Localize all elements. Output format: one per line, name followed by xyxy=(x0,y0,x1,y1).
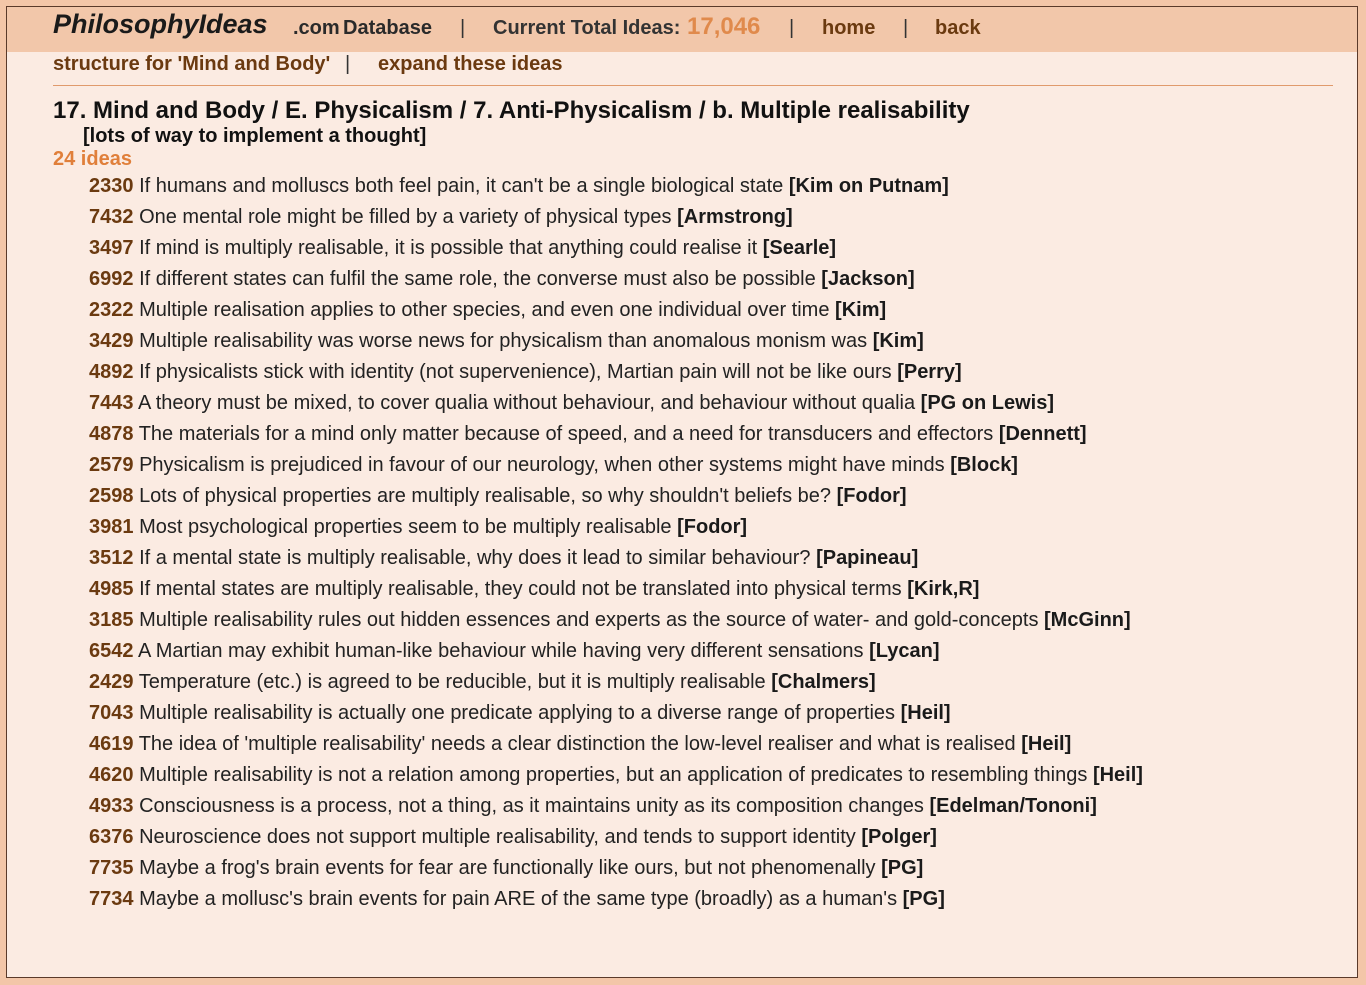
idea-number-link[interactable]: 2429 xyxy=(89,671,134,693)
separator: | xyxy=(903,17,909,39)
idea-number-link[interactable]: 7443 xyxy=(89,392,134,414)
idea-author: [Fodor] xyxy=(677,516,748,538)
idea-author: [Kim on Putnam] xyxy=(788,175,949,197)
idea-author: [Kim] xyxy=(872,330,924,352)
idea-number-link[interactable]: 4878 xyxy=(89,423,134,445)
idea-author: [Edelman/Tononi] xyxy=(929,795,1097,817)
idea-number-link[interactable]: 2579 xyxy=(89,454,134,476)
list-item xyxy=(89,392,1349,423)
idea-number-link[interactable]: 6376 xyxy=(89,826,134,848)
idea-author: [Searle] xyxy=(762,237,837,259)
list-item xyxy=(89,454,1349,485)
total-ideas-label: Current Total Ideas: xyxy=(493,17,681,39)
idea-number-link[interactable]: 6992 xyxy=(89,268,134,290)
idea-number-link[interactable]: 2598 xyxy=(89,485,134,507)
idea-number-link[interactable]: 4892 xyxy=(89,361,134,383)
list-item xyxy=(89,671,1349,702)
section-heading: 17. Mind and Body / E. Physicalism / 7. Anti-Physicalism / b. Multiple realisability xyxy=(53,97,970,124)
separator: | xyxy=(460,17,466,39)
idea-author: [Lycan] xyxy=(869,640,940,662)
separator: | xyxy=(789,17,795,39)
list-item xyxy=(89,888,1349,919)
idea-author: [Armstrong] xyxy=(677,206,793,228)
idea-text: Multiple realisability rules out hidden essences and experts as the source of water- and gold-concepts xyxy=(139,609,1039,631)
idea-number-link[interactable]: 3981 xyxy=(89,516,134,538)
separator: | xyxy=(345,53,351,75)
idea-number-link[interactable]: 3497 xyxy=(89,237,134,259)
idea-number-link[interactable]: 2330 xyxy=(89,175,134,197)
idea-author: [Chalmers] xyxy=(771,671,876,693)
idea-author: [McGinn] xyxy=(1044,609,1131,631)
list-item xyxy=(89,206,1349,237)
idea-author: [Kirk,R] xyxy=(907,578,980,600)
idea-author: [Kim] xyxy=(835,299,887,321)
divider xyxy=(53,85,1333,86)
list-item xyxy=(89,237,1349,268)
idea-number-link[interactable]: 7734 xyxy=(89,888,134,910)
expand-ideas-link[interactable]: expand these ideas xyxy=(378,53,563,75)
total-ideas-count: 17,046 xyxy=(687,13,761,40)
idea-text: Maybe a mollusc's brain events for pain ARE of the same type (broadly) as a human's xyxy=(139,888,898,910)
idea-author: [Heil] xyxy=(1021,733,1072,755)
list-item xyxy=(89,547,1349,578)
list-item xyxy=(89,516,1349,547)
back-link[interactable]: back xyxy=(935,17,981,39)
idea-number-link[interactable]: 3512 xyxy=(89,547,134,569)
idea-number-link[interactable]: 7432 xyxy=(89,206,134,228)
idea-number-link[interactable]: 7735 xyxy=(89,857,134,879)
idea-count: 24 ideas xyxy=(53,148,132,170)
idea-text: If mental states are multiply realisable, they could not be translated into physical terms xyxy=(139,578,902,600)
idea-text: Multiple realisability is not a relation among properties, but an application of predicates to resembling things xyxy=(139,764,1088,786)
idea-text: Most psychological properties seem to be multiply realisable xyxy=(139,516,672,538)
list-item xyxy=(89,857,1349,888)
site-logo[interactable]: PhilosophyIdeas xyxy=(53,9,268,39)
idea-text: If physicalists stick with identity (not supervenience), Martian pain will not be like ours xyxy=(139,361,892,383)
home-link[interactable]: home xyxy=(822,17,876,39)
idea-author: [Dennett] xyxy=(998,423,1087,445)
list-item xyxy=(89,175,1349,206)
list-item xyxy=(89,361,1349,392)
idea-text: Lots of physical properties are multiply realisable, so why shouldn't beliefs be? xyxy=(139,485,832,507)
idea-author: [Papineau] xyxy=(816,547,919,569)
structure-link[interactable]: structure for 'Mind and Body' xyxy=(53,53,331,75)
idea-number-link[interactable]: 2322 xyxy=(89,299,134,321)
idea-number-link[interactable]: 3185 xyxy=(89,609,134,631)
idea-author: [Fodor] xyxy=(836,485,907,507)
list-item xyxy=(89,733,1349,764)
list-item xyxy=(89,268,1349,299)
list-item xyxy=(89,702,1349,733)
idea-number-link[interactable]: 4933 xyxy=(89,795,134,817)
idea-author: [Block] xyxy=(950,454,1018,476)
list-item xyxy=(89,330,1349,361)
idea-author: [Heil] xyxy=(1092,764,1143,786)
list-item xyxy=(89,640,1349,671)
idea-author: [Perry] xyxy=(897,361,962,383)
idea-text: If a mental state is multiply realisable, why does it lead to similar behaviour? xyxy=(139,547,811,569)
idea-text: Temperature (etc.) is agreed to be reducible, but it is multiply realisable xyxy=(138,671,766,693)
site-database-label: Database xyxy=(343,17,432,39)
section-description: [lots of way to implement a thought] xyxy=(83,125,427,147)
idea-author: [PG on Lewis] xyxy=(920,392,1054,414)
idea-text: If humans and molluscs both feel pain, it can't be a single biological state xyxy=(139,175,784,197)
list-item xyxy=(89,299,1349,330)
idea-text: If different states can fulfil the same role, the converse must also be possible xyxy=(139,268,816,290)
idea-text: Physicalism is prejudiced in favour of our neurology, when other systems might have minds xyxy=(139,454,945,476)
idea-number-link[interactable]: 3429 xyxy=(89,330,134,352)
idea-text: A theory must be mixed, to cover qualia without behaviour, and behaviour without qualia xyxy=(137,392,916,414)
list-item xyxy=(89,578,1349,609)
idea-author: [PG] xyxy=(881,857,924,879)
list-item xyxy=(89,609,1349,640)
idea-text: Multiple realisation applies to other species, and even one individual over time xyxy=(139,299,830,321)
idea-text: Consciousness is a process, not a thing, as it maintains unity as its composition changes xyxy=(139,795,924,817)
idea-text: If mind is multiply realisable, it is possible that anything could realise it xyxy=(139,237,758,259)
idea-text: One mental role might be filled by a variety of physical types xyxy=(139,206,672,228)
list-item xyxy=(89,795,1349,826)
idea-number-link[interactable]: 7043 xyxy=(89,702,134,724)
idea-author: [Heil] xyxy=(900,702,951,724)
list-item xyxy=(89,826,1349,857)
idea-list xyxy=(89,175,1349,919)
sub-navigation xyxy=(53,53,1353,83)
idea-text: Multiple realisability is actually one predicate applying to a diverse range of properties xyxy=(139,702,896,724)
top-bar xyxy=(7,7,1357,52)
idea-author: [Polger] xyxy=(861,826,937,848)
idea-text: A Martian may exhibit human-like behaviour while having very different sensations xyxy=(137,640,864,662)
list-item xyxy=(89,423,1349,454)
idea-author: [PG] xyxy=(902,888,945,910)
idea-number-link[interactable]: 4985 xyxy=(89,578,134,600)
idea-number-link[interactable]: 6542 xyxy=(89,640,134,662)
idea-author: [Jackson] xyxy=(821,268,915,290)
idea-text: The materials for a mind only matter because of speed, and a need for transducers and effectors xyxy=(138,423,994,445)
idea-text: Multiple realisability was worse news for physicalism than anomalous monism was xyxy=(139,330,868,352)
list-item xyxy=(89,485,1349,516)
idea-number-link[interactable]: 4620 xyxy=(89,764,134,786)
idea-text: Maybe a frog's brain events for fear are functionally like ours, but not phenomenally xyxy=(139,857,876,879)
site-logo-suffix: .com xyxy=(293,17,340,39)
idea-text: Neuroscience does not support multiple realisability, and tends to support identity xyxy=(139,826,856,848)
idea-number-link[interactable]: 4619 xyxy=(89,733,134,755)
page-frame xyxy=(6,6,1358,978)
idea-text: The idea of 'multiple realisability' needs a clear distinction the low-level realiser and what is realised xyxy=(138,733,1016,755)
list-item xyxy=(89,764,1349,795)
